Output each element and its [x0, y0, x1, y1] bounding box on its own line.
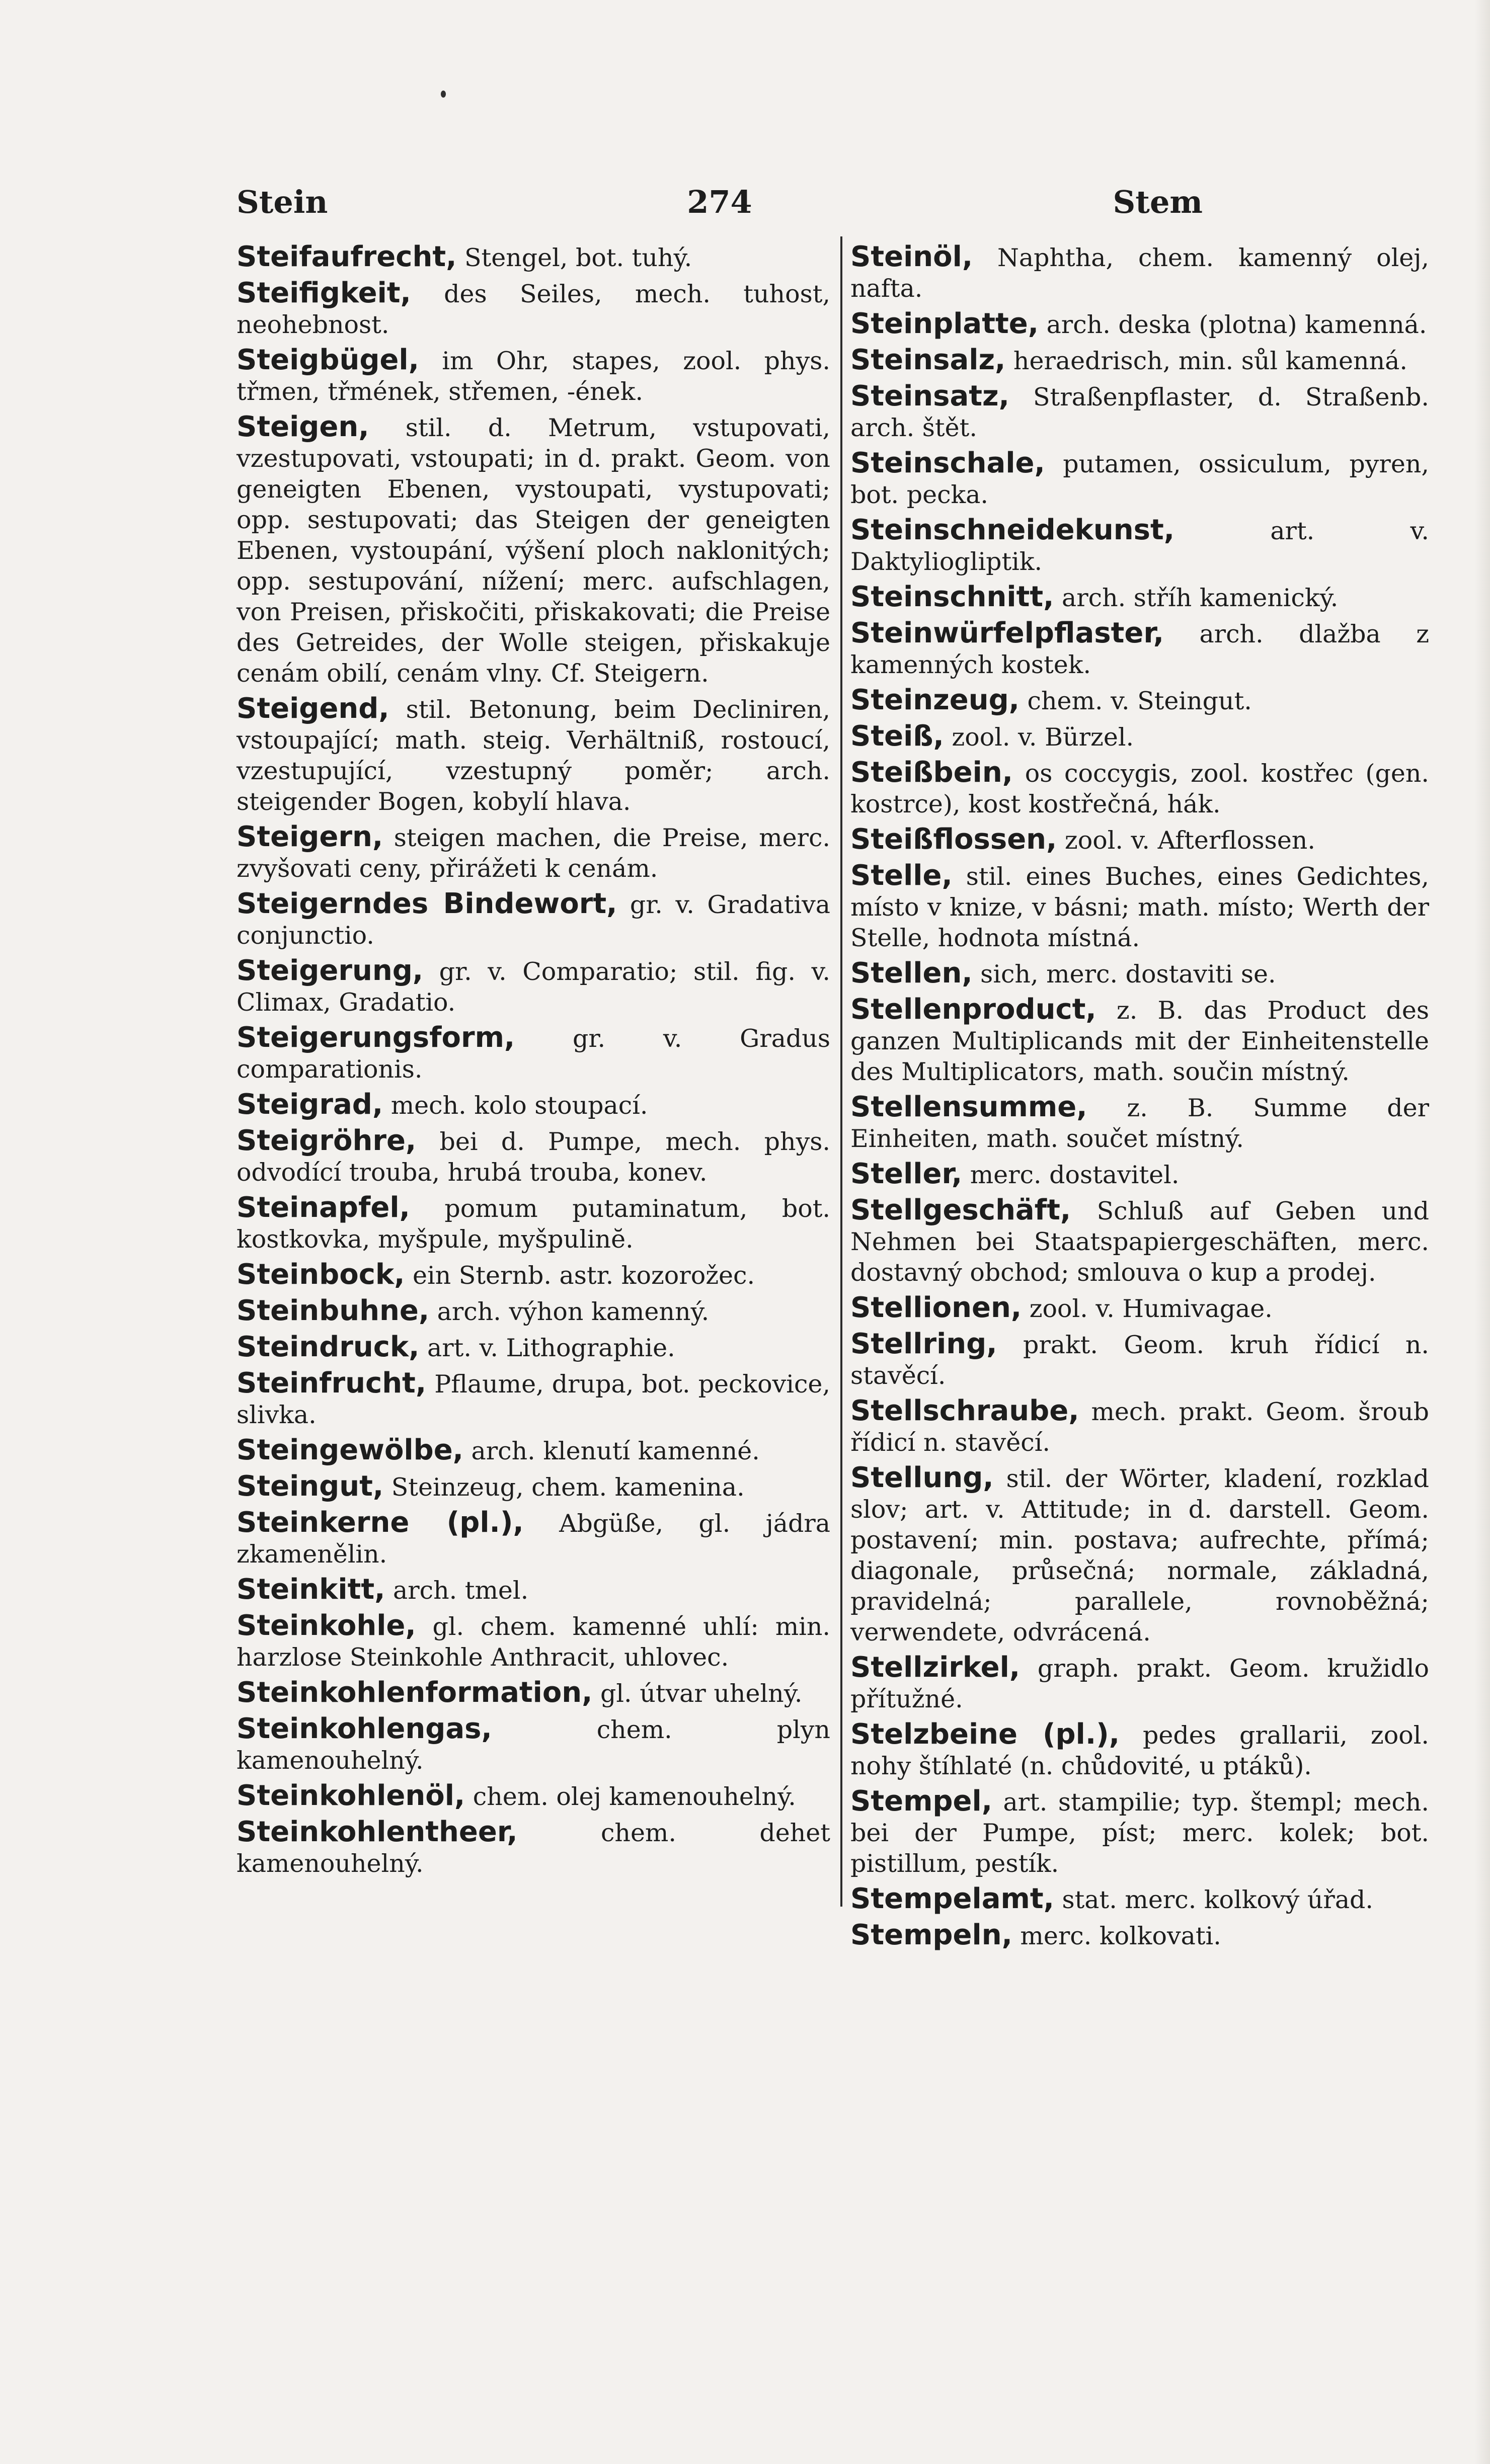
entry-headword: Steifigkeit, [237, 277, 411, 309]
entry-definition: gr. v. Comparatio; stil. fig. v. Climax, Gradatio. [237, 957, 830, 1017]
ink-speck [441, 91, 446, 98]
entry-definition: stil. eines Buches, eines Gedichtes, místo v knize, v básni; math. místo; Werth der Stelle, hodnota místná. [850, 862, 1429, 952]
entry-headword: Steinsalz, [850, 344, 1006, 376]
entry-definition: merc. kolkovati. [1020, 1922, 1221, 1950]
dictionary-entry [850, 381, 1429, 443]
entry-headword: Steinschneidekunst, [850, 514, 1174, 546]
entry-headword: Steißflossen, [850, 823, 1057, 856]
entry-headword: Stellzirkel, [850, 1651, 1021, 1684]
dictionary-entry [237, 1780, 830, 1812]
entry-definition: chem. olej kamenouhelný. [473, 1782, 796, 1811]
entry-headword: Steinkitt, [237, 1573, 385, 1606]
entry-headword: Steindruck, [237, 1331, 420, 1363]
entry-definition: arch. dlažba z kamenných kostek. [850, 620, 1430, 679]
entry-headword: Steinplatte, [850, 307, 1039, 340]
entry-definition: zool. v. Humivagae. [1029, 1294, 1273, 1323]
entry-definition: steigen machen, die Preise, merc. zvyšovati ceny, přirážeti k cenám. [237, 824, 831, 883]
entry-headword: Stellen, [850, 957, 973, 990]
entry-definition: Schluß auf Geben und Nehmen bei Staatspapiergeschäften, merc. dostavný obchod; smlouva o kup a prodej. [850, 1197, 1429, 1287]
entry-headword: Stempeln, [850, 1919, 1012, 1951]
entry-definition: Pflaume, drupa, bot. peckovice, slivka. [237, 1370, 830, 1429]
entry-definition: arch. klenutí kamenné. [471, 1437, 760, 1465]
entry-headword: Steifaufrecht, [237, 240, 457, 273]
dictionary-entry [850, 1395, 1429, 1458]
right-column [850, 241, 1429, 1956]
entry-definition: stil. Betonung, beim Decliniren, vstoupající; math. steig. Verhältniß, rostoucí, vzestupující, vzestupný poměr; arch. steigender Bogen, kobylí hlava. [237, 695, 830, 816]
dictionary-entry [237, 1259, 830, 1291]
dictionary-entry [850, 1719, 1429, 1781]
dictionary-entry [237, 1713, 830, 1776]
entry-definition: chem. plyn kamenouhelný. [237, 1715, 830, 1775]
entry-definition: mech. prakt. Geom. šroub řídicí n. stavěcí. [850, 1398, 1430, 1457]
entry-definition: gl. chem. kamenné uhlí: min. harzlose Steinkohle Anthracit, uhlovec. [237, 1612, 830, 1672]
dictionary-entry [850, 721, 1429, 753]
entry-headword: Steinwürfelpflaster, [850, 617, 1164, 649]
dictionary-entry [237, 1295, 830, 1327]
dictionary-entry [237, 241, 830, 273]
left-column [237, 241, 830, 1883]
dictionary-entry [237, 1610, 830, 1673]
entry-definition: os coccygis, zool. kostřec (gen. kostrce), kost kostřečná, hák. [850, 759, 1430, 818]
entry-headword: Steigend, [237, 692, 389, 725]
dictionary-entry [237, 1022, 830, 1085]
dictionary-entry [237, 1677, 830, 1709]
dictionary-entry [237, 1192, 830, 1255]
header-left-guideword: Stein [237, 184, 328, 220]
entry-definition: gr. v. Gradativa conjunctio. [237, 890, 830, 950]
entry-headword: Stellung, [850, 1461, 994, 1494]
entry-headword: Steinkohlenformation, [237, 1676, 593, 1709]
entry-headword: Steinapfel, [237, 1191, 410, 1224]
dictionary-entry [850, 958, 1429, 990]
entry-headword: Stellgeschäft, [850, 1194, 1071, 1226]
entry-headword: Steinfrucht, [237, 1367, 427, 1400]
entry-headword: Steigerndes Bindewort, [237, 887, 617, 920]
entry-definition: zool. v. Bürzel. [952, 723, 1134, 752]
dictionary-entry [850, 1159, 1429, 1190]
entry-headword: Steigbügel, [237, 344, 419, 376]
dictionary-entry [237, 955, 830, 1018]
entry-definition: zool. v. Afterflossen. [1064, 826, 1315, 855]
dictionary-entry [850, 241, 1429, 304]
entry-headword: Stellenproduct, [850, 993, 1096, 1026]
dictionary-entry [237, 412, 830, 689]
entry-headword: Steller, [850, 1158, 963, 1190]
dictionary-entry [850, 1292, 1429, 1324]
dictionary-entry [237, 693, 830, 817]
entry-definition: bei d. Pumpe, mech. phys. odvodící trouba, hrubá trouba, konev. [237, 1127, 830, 1187]
entry-headword: Steinschnitt, [850, 581, 1054, 613]
entry-definition: Steinzeug, chem. kamenina. [391, 1473, 745, 1502]
entry-headword: Stellring, [850, 1328, 997, 1360]
entry-headword: Steinzeug, [850, 684, 1020, 716]
entry-headword: Steinbock, [237, 1258, 405, 1291]
entry-definition: im Ohr, stapes, zool. phys. třmen, třmének, střemen, -ének. [237, 347, 831, 406]
entry-definition: chem. v. Steingut. [1027, 687, 1252, 715]
dictionary-entry [237, 1817, 830, 1879]
entry-definition: stil. d. Metrum, vstupovati, vzestupovati, vstoupati; in d. prakt. Geom. von geneigten Ebenen, vystoupati, vystupovati; opp. sestupovati; das Steigen der geneigten Ebenen, vystoupání, výšení ploch naklonitých; opp. sestupování, nížení; merc. aufschlagen, von Preisen, přiskočiti, přiskakovati; die Preise des Getreides, der Wolle steigen, přiskakuje cenám obilí, cenám vlny. Cf. Steigern. [237, 414, 830, 688]
entry-definition: ein Sternb. astr. kozorožec. [413, 1261, 755, 1290]
dictionary-entry [850, 448, 1429, 510]
entry-headword: Steingut, [237, 1470, 384, 1503]
page-header [237, 184, 1203, 229]
dictionary-entry [237, 1435, 830, 1466]
entry-headword: Steigrad, [237, 1088, 383, 1121]
entry-headword: Stempelamt, [850, 1882, 1054, 1915]
entry-definition: pomum putaminatum, bot. kostkovka, myšpule, myšpulinĕ. [237, 1194, 830, 1254]
entry-definition: art. stampilie; typ. štempl; mech. bei der Pumpe, píst; merc. kolek; bot. pistillum, pestík. [850, 1788, 1430, 1878]
dictionary-entry [850, 860, 1429, 953]
entry-definition: arch. stříh kamenický. [1062, 584, 1339, 612]
entry-definition: stil. der Wörter, kladení, rozklad slov; art. v. Attitude; in d. darstell. Geom. postavení; min. postava; aufrechte, přímá; diagonale, průsečná; normale, základná, pravidelná; parallele, rovnoběžná; verwendete, odvrácená. [850, 1464, 1430, 1647]
entry-definition: arch. tmel. [393, 1576, 529, 1605]
entry-definition: gl. útvar uhelný. [600, 1679, 803, 1708]
entry-headword: Stelle, [850, 859, 953, 892]
dictionary-entry [850, 757, 1429, 819]
page-edge [1475, 0, 1490, 2464]
entry-headword: Steigerungsform, [237, 1021, 515, 1054]
dictionary-entry [237, 1089, 830, 1121]
entry-definition: Naphtha, chem. kamenný olej, nafta. [850, 243, 1430, 303]
dictionary-entry [850, 994, 1429, 1087]
dictionary-entry [850, 1652, 1429, 1714]
dictionary-entry [237, 1332, 830, 1363]
entry-headword: Steinsatz, [850, 380, 1009, 413]
dictionary-entry [850, 1329, 1429, 1391]
dictionary-entry [237, 1125, 830, 1188]
dictionary-entry [850, 1883, 1429, 1915]
dictionary-entry [237, 278, 830, 340]
dictionary-entry [237, 1574, 830, 1606]
page-number: 274 [687, 184, 752, 220]
entry-headword: Stempel, [850, 1785, 992, 1818]
entry-definition: heraedrisch, min. sůl kamenná. [1013, 347, 1407, 375]
entry-definition: pedes grallarii, zool. nohy štíhlaté (n. chůdovité, u ptáků). [850, 1721, 1429, 1780]
dictionary-entry [237, 822, 830, 884]
entry-headword: Steinkohlenöl, [237, 1779, 465, 1812]
entry-definition: putamen, ossiculum, pyren, bot. pecka. [850, 450, 1429, 509]
entry-definition: z. B. Summe der Einheiten, math. součet místný. [850, 1094, 1430, 1153]
dictionary-entry [850, 824, 1429, 856]
entry-definition: mech. kolo stoupací. [390, 1091, 648, 1120]
dictionary-entry [850, 515, 1429, 577]
dictionary-entry [237, 1471, 830, 1503]
entry-definition: sich, merc. dostaviti se. [980, 960, 1276, 989]
entry-definition: arch. deska (plotna) kamenná. [1046, 310, 1427, 339]
entry-headword: Steiß, [850, 720, 944, 753]
header-right-guideword: Stem [1113, 184, 1203, 220]
dictionary-entry [237, 888, 830, 951]
dictionary-entry [850, 1092, 1429, 1154]
dictionary-entry [850, 1920, 1429, 1951]
entry-definition: Straßenpflaster, d. Straßenb. arch. štět. [850, 383, 1429, 442]
entry-headword: Steinschale, [850, 447, 1045, 479]
dictionary-entry [237, 1368, 830, 1430]
entry-headword: Stellionen, [850, 1291, 1022, 1324]
entry-headword: Steingewölbe, [237, 1434, 463, 1466]
entry-definition: des Seiles, mech. tuhost, neohebnost. [237, 280, 831, 339]
column-divider [840, 236, 842, 1907]
dictionary-entry [850, 1786, 1429, 1879]
entry-headword: Steinbuhne, [237, 1294, 430, 1327]
entry-definition: merc. dostavitel. [970, 1161, 1180, 1189]
entry-definition: arch. výhon kamenný. [437, 1297, 710, 1326]
entry-definition: chem. dehet kamenouhelný. [237, 1819, 830, 1878]
dictionary-entry [850, 345, 1429, 376]
entry-headword: Stellensumme, [850, 1091, 1087, 1123]
dictionary-entry [237, 345, 830, 407]
entry-definition: stat. merc. kolkový úřad. [1062, 1885, 1373, 1914]
dictionary-entry [237, 1507, 830, 1570]
entry-headword: Steinöl, [850, 240, 973, 273]
dictionary-entry [850, 618, 1429, 680]
entry-headword: Stelzbeine (pl.), [850, 1718, 1120, 1751]
dictionary-entry [850, 685, 1429, 716]
dictionary-entry [850, 1195, 1429, 1288]
entry-headword: Steigen, [237, 410, 369, 443]
entry-definition: art. v. Daktyliogliptik. [850, 517, 1429, 576]
entry-definition: art. v. Lithographie. [427, 1334, 675, 1362]
entry-headword: Steigern, [237, 820, 383, 853]
entry-definition: Abgüße, gl. jádra zkamenělin. [237, 1509, 831, 1569]
dictionary-entry [850, 308, 1429, 340]
entry-definition: z. B. das Product des ganzen Multiplicands mit der Einheitenstelle des Multiplicators, math. součin místný. [850, 996, 1430, 1086]
entry-headword: Stellschraube, [850, 1394, 1079, 1427]
entry-headword: Steinkohle, [237, 1609, 416, 1642]
entry-definition: Stengel, bot. tuhý. [464, 243, 692, 272]
entry-headword: Steißbein, [850, 756, 1013, 789]
entry-headword: Steinkohlentheer, [237, 1816, 518, 1848]
dictionary-entry [850, 1462, 1429, 1648]
dictionary-entry [850, 582, 1429, 613]
entry-headword: Steigröhre, [237, 1124, 417, 1157]
entry-definition: prakt. Geom. kruh řídicí n. stavěcí. [850, 1331, 1430, 1390]
entry-headword: Steinkohlengas, [237, 1712, 492, 1745]
entry-definition: gr. v. Gradus comparationis. [237, 1024, 830, 1084]
entry-headword: Steigerung, [237, 954, 424, 987]
entry-definition: graph. prakt. Geom. kružidlo přítužné. [850, 1654, 1430, 1713]
entry-headword: Steinkerne (pl.), [237, 1506, 524, 1539]
